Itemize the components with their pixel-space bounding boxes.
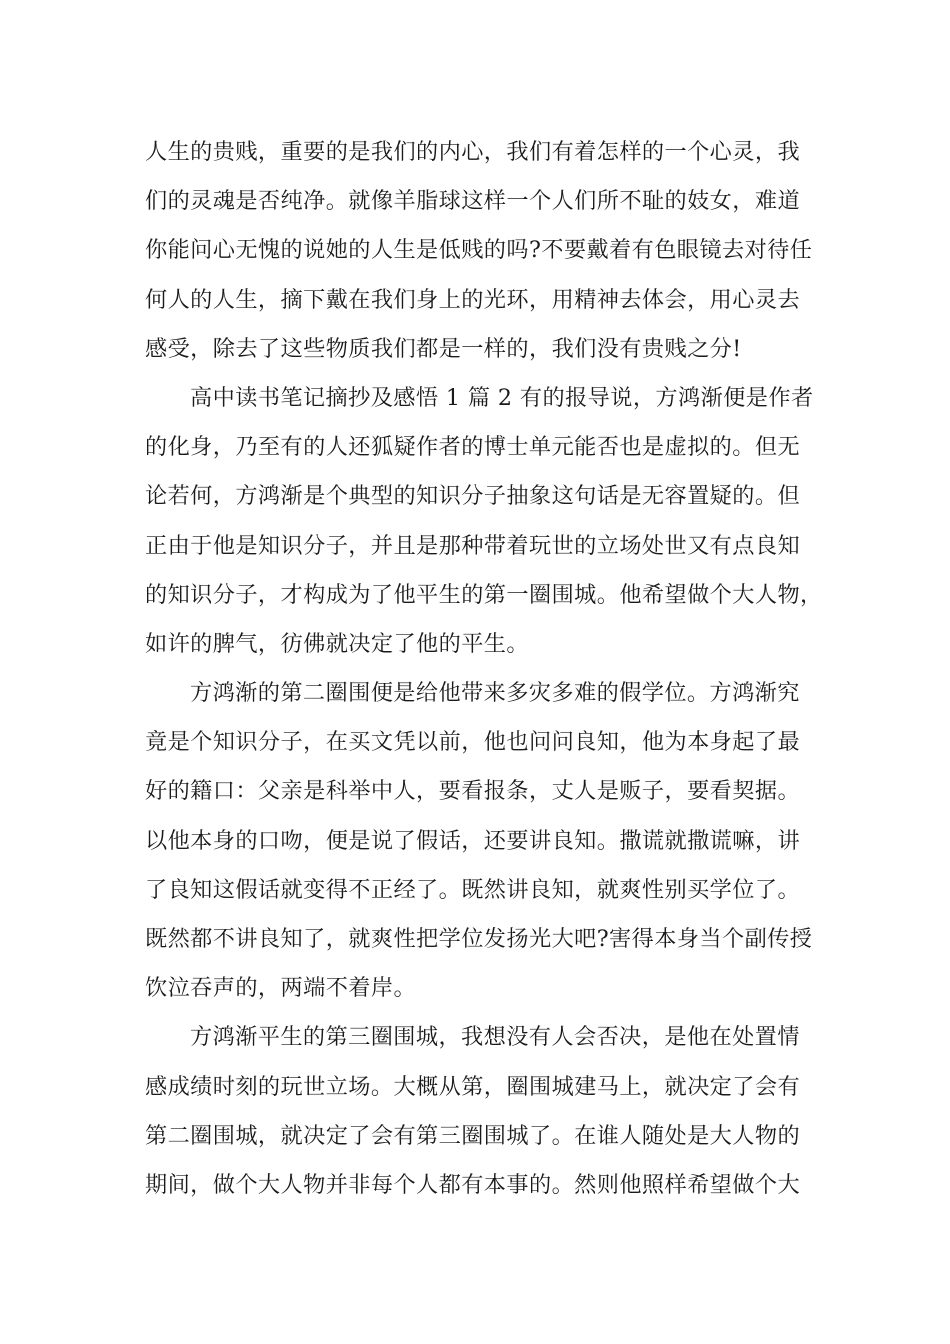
text-line: 感成绩时刻的玩世立场。大概从第，圈围城建马上，就决定了会有 bbox=[145, 1073, 801, 1100]
text-line: 以他本身的口吻，便是说了假话，还要讲良知。撒谎就撒谎嘛，讲 bbox=[145, 827, 801, 854]
text-line: 既然都不讲良知了，就爽性把学位发扬光大吧?害得本身当个副传授 bbox=[145, 926, 813, 952]
text-line: 方鸿渐平生的第三圈围城，我想没有人会否决，是他在处置情 bbox=[190, 1024, 800, 1051]
paragraph-3 bbox=[145, 669, 817, 1013]
text-line: 竟是个知识分子，在买文凭以前，他也问问良知，他为本身起了最 bbox=[145, 729, 801, 756]
paragraph-1 bbox=[145, 128, 817, 374]
text-line: 如许的脾气，彷佛就决定了他的平生。 bbox=[145, 630, 529, 657]
text-line: 的知识分子，才构成为了他平生的第一圈围城。他希望做个大人物， bbox=[145, 581, 823, 608]
text-line: 好的籍口：父亲是科举中人，要看报条，丈人是贩子，要看契据。 bbox=[145, 778, 801, 805]
text-line: 论若何，方鸿渐是个典型的知识分子抽象这句话是无容置疑的。但 bbox=[145, 483, 801, 510]
body-text bbox=[145, 128, 823, 1210]
text-line: 正由于他是知识分子，并且是那种带着玩世的立场处世又有点良知 bbox=[145, 532, 801, 559]
text-line: 饮泣吞声的，两端不着岸。 bbox=[145, 975, 417, 1002]
paragraph-2 bbox=[145, 374, 823, 669]
text-line: 感受，除去了这些物质我们都是一样的，我们没有贵贱之分! bbox=[145, 335, 742, 362]
text-line: 人生的贵贱，重要的是我们的内心，我们有着怎样的一个心灵，我 bbox=[145, 139, 801, 165]
text-line: 高中读书笔记摘抄及感悟 1 篇 2 有的报导说，方鸿渐便是作者 bbox=[190, 384, 814, 411]
paragraph-4 bbox=[145, 1013, 817, 1210]
text-line: 期间，做个大人物并非每个人都有本事的。然则他照样希望做个大 bbox=[145, 1171, 801, 1198]
text-line: 的化身，乃至有的人还狐疑作者的博士单元能否也是虚拟的。但无 bbox=[145, 434, 801, 461]
text-line: 第二圈围城，就决定了会有第三圈围城了。在谁人随处是大人物的 bbox=[145, 1122, 801, 1149]
text-line: 你能问心无愧的说她的人生是低贱的吗?不要戴着有色眼镜去对待任 bbox=[145, 237, 813, 264]
text-line: 方鸿渐的第二圈围便是给他带来多灾多难的假学位。方鸿渐究 bbox=[190, 680, 800, 707]
text-line: 何人的人生，摘下戴在我们身上的光环，用精神去体会，用心灵去 bbox=[145, 286, 801, 313]
text-line: 们的灵魂是否纯净。就像羊脂球这样一个人们所不耻的妓女，难道 bbox=[145, 188, 801, 215]
text-line: 了良知这假话就变得不正经了。既然讲良知，就爽性别买学位了。 bbox=[145, 876, 801, 903]
